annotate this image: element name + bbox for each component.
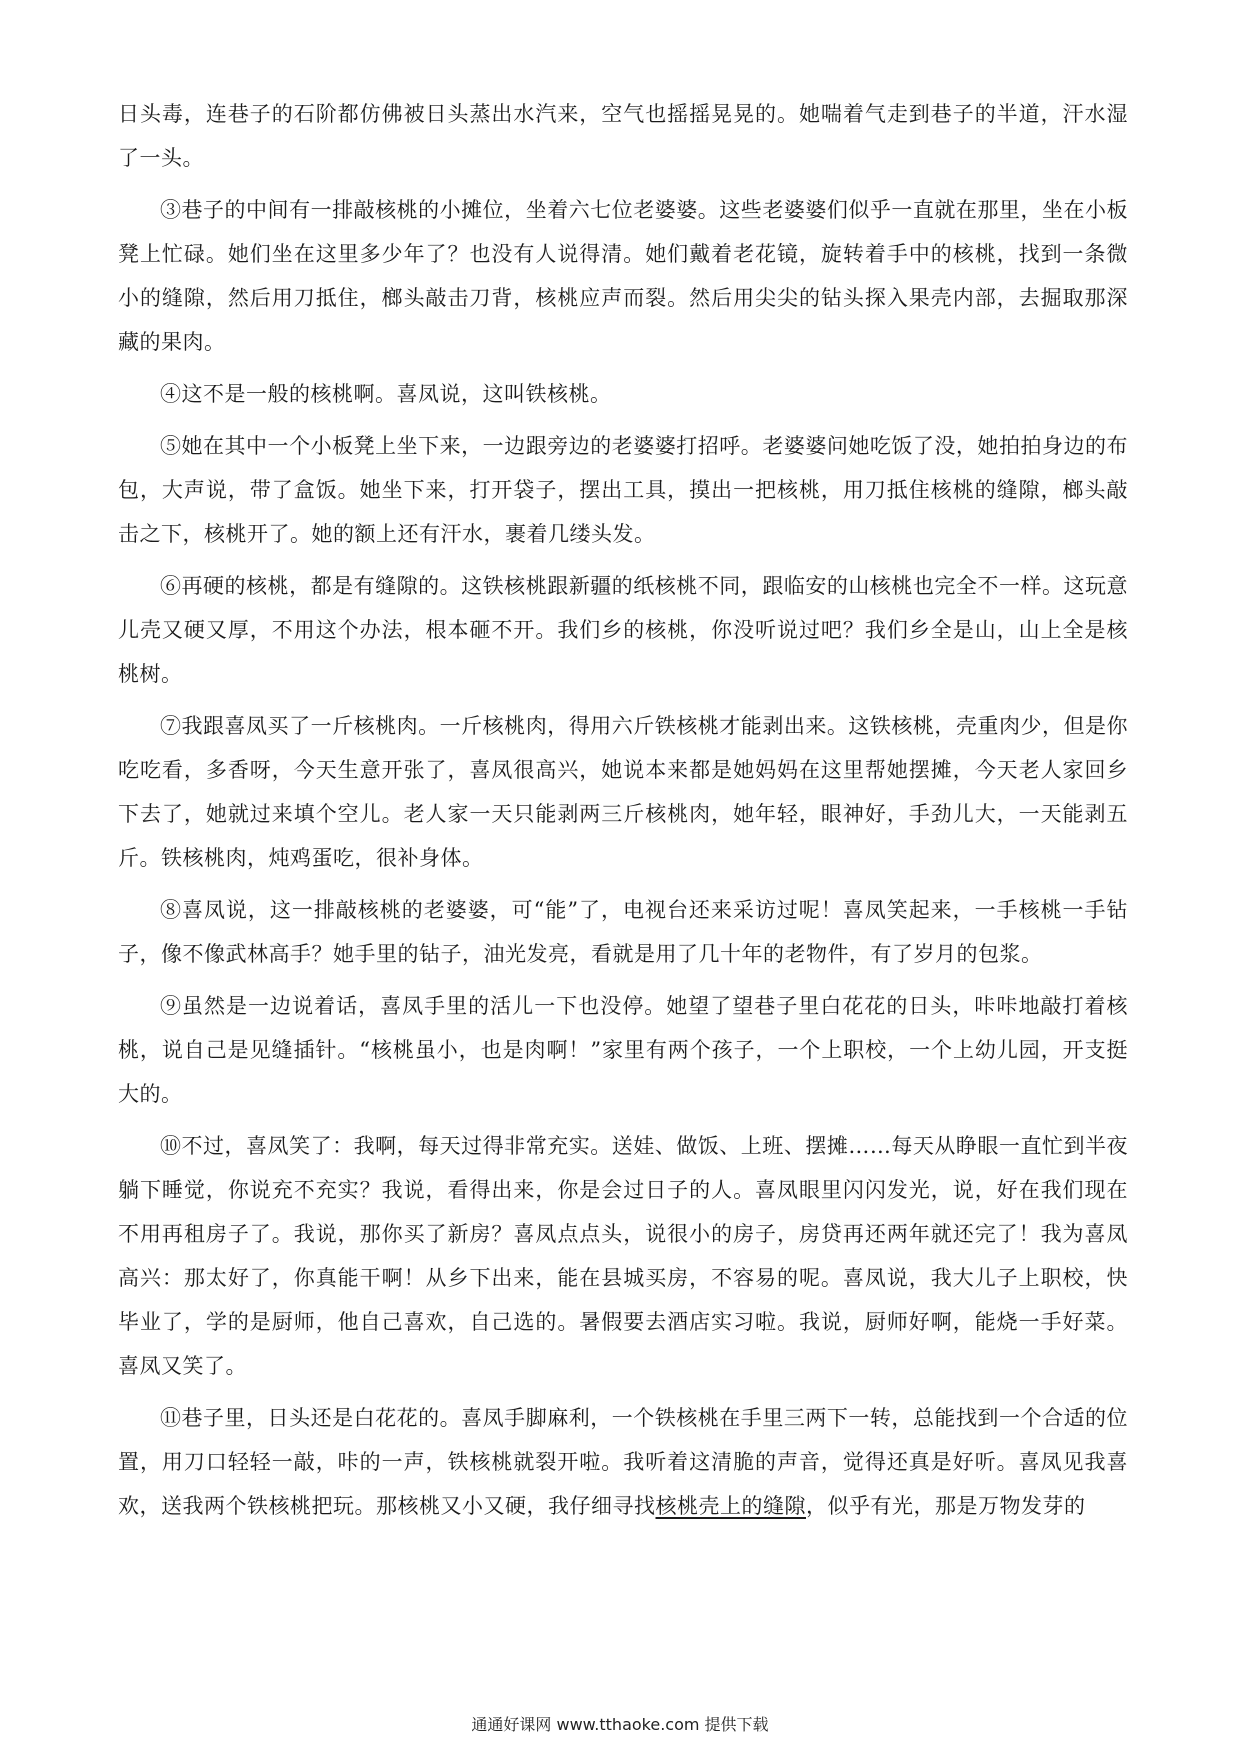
paragraph-11-text-end: ，似乎有光，那是万物发芽的: [806, 1494, 1086, 1518]
paragraph-11-text-start: ⑪巷子里，日头还是白花花的。喜凤手脚麻利，一个铁核桃在手里三两下一转，总能找到一个合适的位置，用刀口轻轻一敲，咔的一声，铁核桃就裂开啦。我听着这清脆的声音，觉得还真是好听。喜凤见我喜欢，送我两个铁核桃把玩。那核桃又小又硬，我仔细寻找: [118, 1406, 1128, 1518]
paragraph-continuation: 日头毒，连巷子的石阶都仿佛被日头蒸出水汽来，空气也摇摇晃晃的。她喘着气走到巷子的半道，汗水湿了一头。: [118, 102, 1128, 170]
page-footer: 通通好课网 www.tthaoke.com 提供下载: [471, 1715, 769, 1734]
underlined-phrase: 核桃壳上的缝隙: [655, 1494, 806, 1518]
document-body: [118, 92, 1128, 1536]
paragraph-4: ④这不是一般的核桃啊。喜凤说，这叫铁核桃。: [160, 382, 612, 406]
paragraph-8: ⑧喜凤说，这一排敲核桃的老婆婆，可“能”了，电视台还来采访过呢！喜凤笑起来，一手核桃一手钻子，像不像武林高手？她手里的钻子，油光发亮，看就是用了几十年的老物件，有了岁月的包浆。: [118, 898, 1128, 966]
paragraph-9: ⑨虽然是一边说着话，喜凤手里的活儿一下也没停。她望了望巷子里白花花的日头，咔咔地敲打着核桃，说自己是见缝插针。“核桃虽小，也是肉啊！”家里有两个孩子，一个上职校，一个上幼儿园，开支挺大的。: [118, 994, 1128, 1106]
paragraph-11: [118, 1396, 1128, 1528]
paragraph-6: ⑥再硬的核桃，都是有缝隙的。这铁核桃跟新疆的纸核桃不同，跟临安的山核桃也完全不一样。这玩意儿壳又硬又厚，不用这个办法，根本砸不开。我们乡的核桃，你没听说过吧？我们乡全是山，山上全是核桃树。: [118, 574, 1128, 686]
paragraph-3: ③巷子的中间有一排敲核桃的小摊位，坐着六七位老婆婆。这些老婆婆们似乎一直就在那里，坐在小板凳上忙碌。她们坐在这里多少年了？也没有人说得清。她们戴着老花镜，旋转着手中的核桃，找到一条微小的缝隙，然后用刀抵住，榔头敲击刀背，核桃应声而裂。然后用尖尖的钻头探入果壳内部，去掘取那深藏的果肉。: [118, 198, 1128, 354]
paragraph-10: ⑩不过，喜凤笑了：我啊，每天过得非常充实。送娃、做饭、上班、摆摊……每天从睁眼一直忙到半夜躺下睡觉，你说充不充实？我说，看得出来，你是会过日子的人。喜凤眼里闪闪发光，说，好在我们现在不用再租房子了。我说，那你买了新房？喜凤点点头，说很小的房子，房贷再还两年就还完了！我为喜凤高兴：那太好了，你真能干啊！从乡下出来，能在县城买房，不容易的呢。喜凤说，我大儿子上职校，快毕业了，学的是厨师，他自己喜欢，自己选的。暑假要去酒店实习啦。我说，厨师好啊，能烧一手好菜。喜凤又笑了。: [118, 1134, 1128, 1378]
paragraph-7: ⑦我跟喜凤买了一斤核桃肉。一斤核桃肉，得用六斤铁核桃才能剥出来。这铁核桃，壳重肉少，但是你吃吃看，多香呀，今天生意开张了，喜凤很高兴，她说本来都是她妈妈在这里帮她摆摊，今天老人家回乡下去了，她就过来填个空儿。老人家一天只能剥两三斤核桃肉，她年轻，眼神好，手劲儿大，一天能剥五斤。铁核桃肉，炖鸡蛋吃，很补身体。: [118, 714, 1128, 870]
paragraph-5: ⑤她在其中一个小板凳上坐下来，一边跟旁边的老婆婆打招呼。老婆婆问她吃饭了没，她拍拍身边的布包，大声说，带了盒饭。她坐下来，打开袋子，摆出工具，摸出一把核桃，用刀抵住核桃的缝隙，榔头敲击之下，核桃开了。她的额上还有汗水，裹着几缕头发。: [118, 434, 1128, 546]
